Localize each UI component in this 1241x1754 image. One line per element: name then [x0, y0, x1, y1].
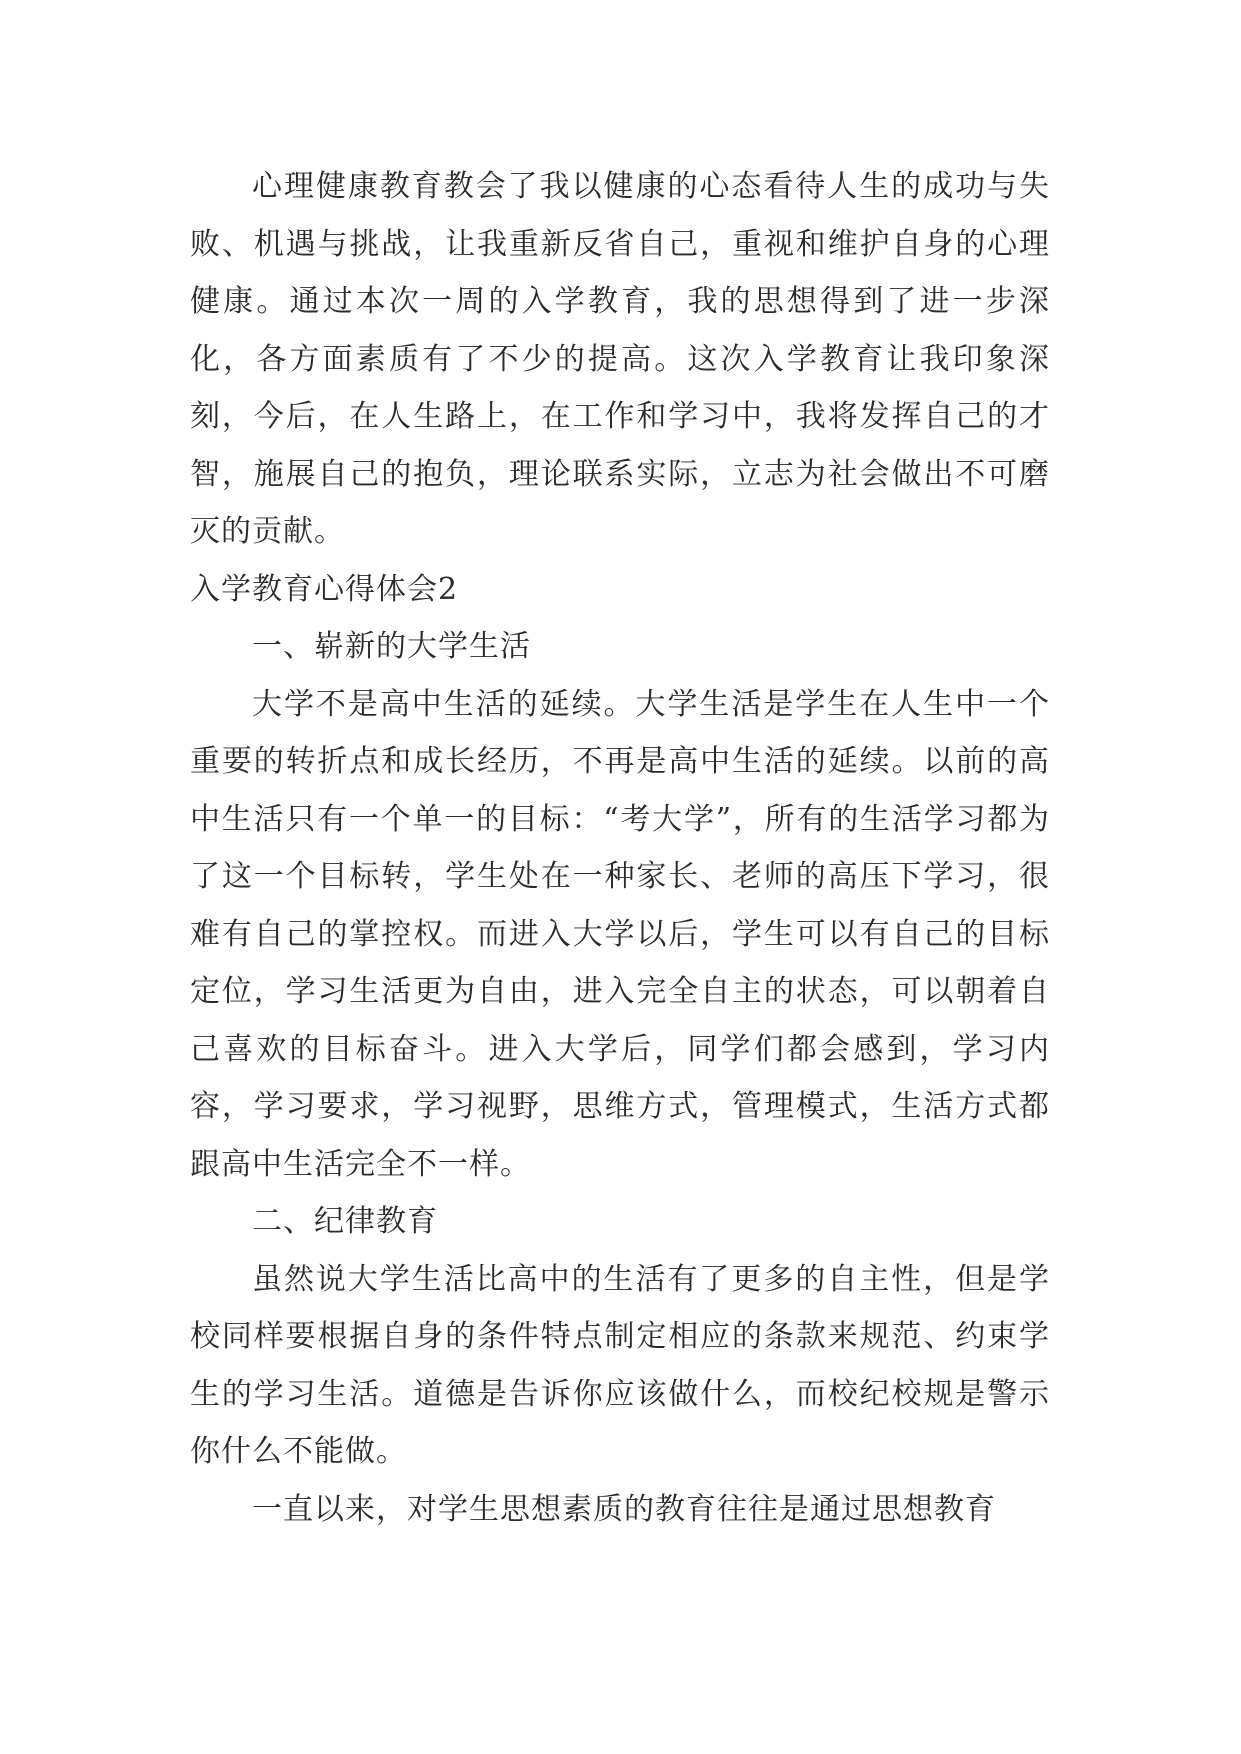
section-title: 入学教育心得体会2: [190, 571, 459, 607]
paragraph-discipline: 虽然说大学生活比高中的生活有了更多的自主性，但是学校同样要根据自身的条件特点制定相应的条款来规范、约束学生的学习生活。道德是告诉你应该做什么，而校纪校规是警示你什么不能做。: [190, 1261, 1050, 1469]
paragraph-mental-health: 心理健康教育教会了我以健康的心态看待人生的成功与失败、机遇与挑战，让我重新反省自己，重视和维护自身的心理健康。通过本次一周的入学教育，我的思想得到了进一步深化，各方面素质有了不少的提高。这次入学教育让我印象深刻，今后，在人生路上，在工作和学习中，我将发挥自己的才智，施展自己的抱负，理论联系实际，立志为社会做出不可磨灭的贡献。: [190, 169, 1050, 549]
document-body: [190, 158, 1050, 1538]
paragraph-thought-education: 一直以来，对学生思想素质的教育往往是通过思想教育: [252, 1491, 996, 1527]
subheading-new-college-life: 一、崭新的大学生活: [252, 629, 531, 664]
subheading-discipline: 二、纪律教育: [252, 1204, 438, 1239]
paragraph-college-life: 大学不是高中生活的延续。大学生活是学生在人生中一个重要的转折点和成长经历，不再是高中生活的延续。以前的高中生活只有一个单一的目标：“考大学”，所有的生活学习都为了这一个目标转，学生处在一种家长、老师的高压下学习，很难有自己的掌控权。而进入大学以后，学生可以有自己的目标定位，学习生活更为自由，进入完全自主的状态，可以朝着自己喜欢的目标奋斗。进入大学后，同学们都会感到，学习内容，学习要求，学习视野，思维方式，管理模式，生活方式都跟高中生活完全不一样。: [190, 686, 1050, 1182]
